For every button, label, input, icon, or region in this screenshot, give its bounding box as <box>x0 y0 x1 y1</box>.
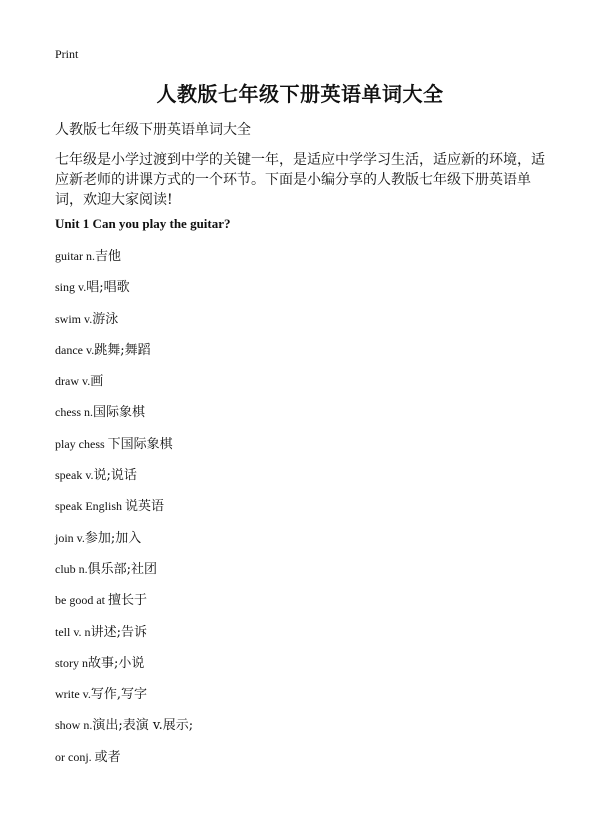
vocab-english: chess n. <box>55 405 93 420</box>
vocab-item <box>55 622 193 653</box>
vocab-item <box>55 465 193 496</box>
vocab-english: swim v. <box>55 311 93 326</box>
vocab-item <box>55 559 193 590</box>
vocab-chinese: 说英语 <box>125 499 165 515</box>
vocab-item <box>55 747 193 778</box>
vocab-chinese: 演出;表演 v.展示; <box>92 718 194 734</box>
vocab-item <box>55 653 193 684</box>
vocab-chinese: 跳舞;舞蹈 <box>94 342 151 358</box>
print-link[interactable]: Print <box>55 47 79 61</box>
page-title: 人教版七年级下册英语单词大全 <box>156 82 444 106</box>
vocab-english: draw v. <box>55 374 91 389</box>
vocab-item <box>55 309 193 340</box>
vocab-english: or conj. <box>55 749 95 764</box>
intro-paragraph: 七年级是小学过渡到中学的关键一年，是适应中学学习生活，适应新的环境，适应新老师的讲课方式的一个环节。下面是小编分享的人教版七年级下册英语单词，欢迎大家阅读! <box>55 152 545 208</box>
vocab-english: club n. <box>55 561 88 576</box>
vocab-english: show n. <box>55 718 93 733</box>
vocab-chinese: 或者 <box>94 749 121 765</box>
vocab-chinese: 说;说话 <box>93 468 137 484</box>
vocab-chinese: 写作,写字 <box>90 687 148 703</box>
vocab-english: be good at <box>55 593 108 608</box>
vocab-english: dance v. <box>55 342 95 357</box>
vocab-chinese: 国际象棋 <box>93 405 146 421</box>
vocab-english: join v. <box>55 530 85 545</box>
vocab-item <box>55 246 193 277</box>
vocab-chinese: 俱乐部;社团 <box>87 561 158 577</box>
vocab-chinese: 游泳 <box>92 311 119 327</box>
vocab-english: speak English <box>55 499 125 514</box>
page-subtitle: 人教版七年级下册英语单词大全 <box>55 122 251 138</box>
vocab-item <box>55 402 193 433</box>
vocab-chinese: 故事;小说 <box>88 655 145 671</box>
vocab-chinese: 吉他 <box>95 249 122 264</box>
unit-heading: Unit 1 Can you play the guitar? <box>55 216 231 231</box>
vocab-item <box>55 434 193 465</box>
vocab-item <box>55 277 193 308</box>
vocab-english: write v. <box>55 687 91 702</box>
vocab-english: speak v. <box>55 468 94 483</box>
vocab-item <box>55 340 193 371</box>
vocab-item <box>55 371 193 402</box>
vocab-english: sing v. <box>55 280 87 295</box>
vocab-chinese: 下国际象棋 <box>107 436 173 452</box>
vocab-item <box>55 528 193 559</box>
vocab-list <box>55 246 193 778</box>
vocab-english: guitar n. <box>55 249 95 263</box>
vocab-chinese: 讲述;告诉 <box>90 624 147 640</box>
vocab-chinese: 唱;唱歌 <box>86 280 130 296</box>
vocab-english: play chess <box>55 436 108 451</box>
vocab-item <box>55 715 193 746</box>
vocab-item <box>55 590 193 621</box>
vocab-item <box>55 496 193 527</box>
vocab-chinese: 擅长于 <box>108 593 148 609</box>
vocab-item <box>55 684 193 715</box>
vocab-english: story n <box>55 655 88 670</box>
vocab-chinese: 画 <box>90 374 104 390</box>
vocab-english: tell v. n <box>55 624 91 639</box>
vocab-chinese: 参加;加入 <box>84 530 142 546</box>
